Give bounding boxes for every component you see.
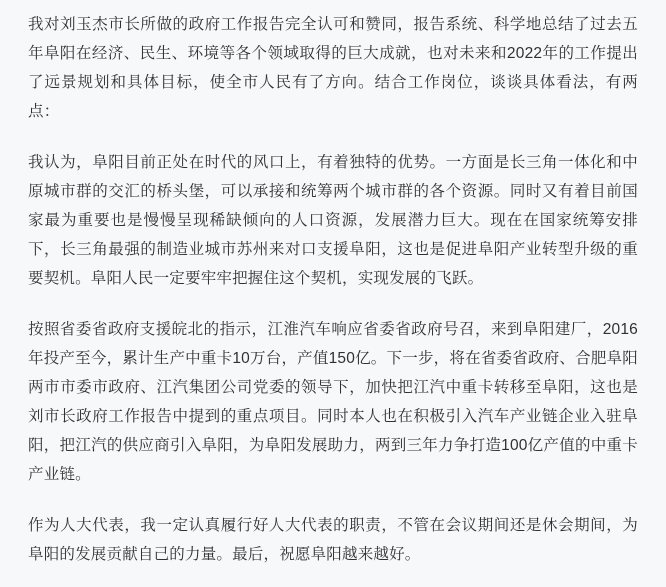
paragraph-2: 我认为，阜阳目前正处在时代的风口上，有着独特的优势。一方面是长三角一体化和中原城市群的交汇的桥头堡，可以承接和统筹两个城市群的各个资源。同时又有着目前国家最为重要也是慢慢呈现稀缺倾向的人口资源，发展潜力巨大。现在在国家统筹安排下，长三角最强的制造业城市苏州来对口支援阜阳，这也是促进阜阳产业转型升级的重要契机。阜阳人民一定要牢牢把握住这个契机，实现发展的飞跃。 — [28, 154, 638, 287]
paragraph-3: 按照省委省政府支援皖北的指示，江淮汽车响应省委省政府号召，来到阜阳建厂，2016年投产至今，累计生产中重卡10万台，产值150亿。下一步，将在省委省政府、合肥阜阳两市市委市政府、江汽集团公司党委的领导下，加快把江汽中重卡转移至阜阳，这也是刘市长政府工作报告中提到的重点项目。同时本人也在积极引入汽车产业链企业入驻阜阳，把江汽的供应商引入阜阳，为阜阳发展助力，两到三年力争打造100亿产值的中重卡产业链。 — [28, 321, 638, 483]
paragraph-1: 我对刘玉杰市长所做的政府工作报告完全认可和赞同，报告系统、科学地总结了过去五年阜阳在经济、民生、环境等各个领域取得的巨大成就，也对未来和2022年的工作提出了远景规划和具体目标，使全市人民有了方向。结合工作岗位，谈谈具体看法，有两点： — [28, 16, 638, 120]
paragraph-4: 作为人大代表，我一定认真履行好人大代表的职责，不管在会议期间还是休会期间，为阜阳的发展贡献自己的力量。最后，祝愿阜阳越来越好。 — [28, 517, 638, 563]
